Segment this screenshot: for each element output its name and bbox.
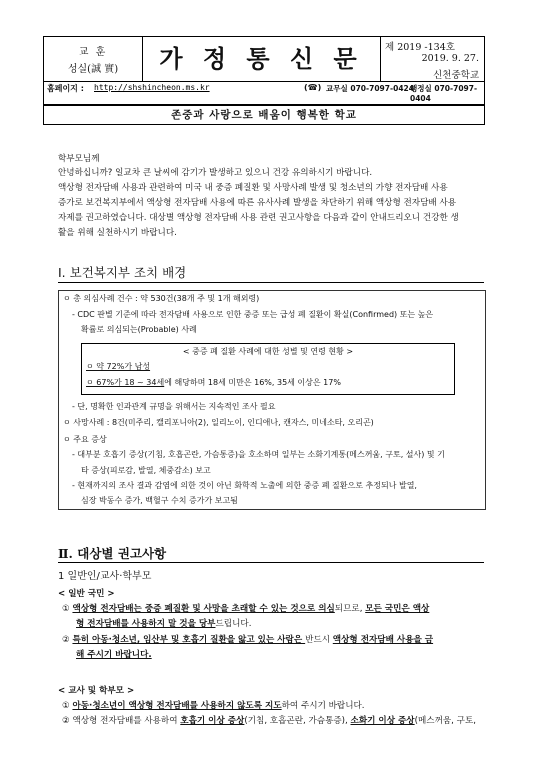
- demographics-title: < 중증 폐 질환 사례에 대한 성별 및 연령 현황 >: [182, 347, 354, 356]
- g1-item2-emph: 특히 아동·청소년, 임산부 및 호흡기 질환을 앓고 있는 사람은: [72, 635, 306, 645]
- general-item-1-cont: [76, 617, 251, 629]
- teacher-item-1: [62, 699, 365, 711]
- g2-item1-plain: 하여 주시기 바랍니다.: [281, 701, 365, 711]
- cdc-criteria-cont: 확률로 의심되는(Probable) 사례: [81, 325, 197, 334]
- main-symptoms: ㅇ 주요 증상: [63, 435, 107, 444]
- g1-item1-emph3: 형 전자담배를 사용하지 말 것을 당부: [76, 619, 216, 629]
- homepage-label: 홈페이지 :: [47, 84, 84, 93]
- general-item-2-cont: [76, 648, 152, 660]
- general-item-1: [62, 602, 429, 614]
- greeting: 학부모님께: [58, 154, 100, 164]
- intro-line: 증가로 보건복지부에서 액상형 전자담배 사용에 따른 유사사례 발생을 차단하기 위해 액상형 전자담배 사용: [58, 198, 457, 208]
- g1-item1-emph2: 모든 국민은 액상: [365, 604, 430, 614]
- slogan-box: [43, 104, 485, 125]
- intro-line: 자제를 권고하였습니다. 대상별 액상형 전자담배 사용 관련 권고사항을 다음과 같이 안내드리오니 건강한 생: [58, 213, 459, 223]
- item-number: ②: [62, 716, 70, 726]
- male-ratio-text: ㅇ 약 72%가 남성: [86, 362, 151, 371]
- issue-cell: [380, 37, 485, 82]
- item-number: ①: [62, 701, 70, 711]
- section2-heading: Ⅱ. 대상별 권고사항: [58, 546, 167, 561]
- newsletter-title: 가 정 통 신 문: [142, 37, 380, 82]
- motto-text: 성실(誠 實): [67, 64, 119, 75]
- causality-note: - 단, 명확한 인과관계 규명을 위해서는 지속적인 조사 필요: [72, 402, 276, 411]
- slogan-text: 존중과 사랑으로 배움이 행복한 학교: [171, 109, 357, 121]
- section1-box: [58, 290, 486, 510]
- g2-item2-a: 액상형 전자담배를 사용하여: [72, 716, 181, 726]
- issue-number: 제 2019 -134호: [385, 42, 455, 53]
- g1-item1-emph: 액상형 전자담배는 중증 폐질환 및 사망을 초래할 수 있는 것으로 의심: [72, 604, 335, 614]
- motto-label: 교 훈: [78, 47, 108, 58]
- age-ratio-main: ㅇ 67%가 18 ~ 34세: [86, 378, 165, 387]
- g2-item2-c: (기침, 호흡곤란, 가슴통증),: [244, 716, 351, 726]
- g1-item2-emph3: 해 주시기 바랍니다.: [76, 650, 152, 660]
- section2-subheading: 1 일반인/교사·학부모: [58, 571, 152, 582]
- investigation-result: - 현재까지의 조사 결과 감염에 의한 것이 아닌 화학적 노출에 의한 중증 폐 질환으로 추정되나 발열,: [72, 481, 417, 490]
- motto-cell: [44, 37, 143, 82]
- admin-phone: 행정실 070-7097-0404: [410, 84, 478, 103]
- case-count: ㅇ 총 의심사례 건수 : 약 530건(38개 주 및 1개 해외령): [63, 294, 260, 303]
- g1-item2-plain: 반드시: [305, 635, 333, 645]
- group2-label: < 교사 및 학부모 >: [58, 686, 135, 696]
- item-number: ①: [62, 604, 70, 614]
- teacher-item-2: [62, 714, 476, 726]
- death-cases: ㅇ 사망사례 : 8건(미주리, 캘리포니아(2), 일리노이, 인디애나, 캔자스, 미네소타, 오리곤): [63, 418, 374, 427]
- intro-line: 안녕하십니까? 일교차 큰 날씨에 감기가 발생하고 있으니 건강 유의하시기 바랍니다.: [58, 168, 373, 178]
- item-number: ②: [62, 635, 70, 645]
- g1-item1-tail: 드립니다.: [215, 619, 252, 629]
- g2-item1-emph: 아동·청소년이 액상형 전자담배를 사용하지 않도록 지도: [72, 701, 282, 711]
- cdc-criteria: - CDC 판별 기준에 따라 전자담배 사용으로 인한 중증 또는 급성 폐 질환이 확실(Confirmed) 또는 높은: [72, 310, 434, 319]
- g2-item2-d: 소화기 이상 증상: [350, 716, 415, 726]
- phone-icon: (☎): [304, 83, 322, 92]
- intro-line: 활을 위해 실천하시기 바랍니다.: [58, 228, 177, 238]
- demographics-box: [81, 343, 455, 395]
- office-phone: 교무실 070-7097-0424: [326, 84, 414, 93]
- section1-underline: [58, 282, 484, 283]
- section2-underline: [58, 562, 484, 563]
- school-name: 신천중학교: [433, 70, 479, 81]
- header-box: [43, 36, 485, 106]
- g2-item2-e: (메스꺼움, 구토,: [414, 716, 476, 726]
- investigation-result-cont: 심장 박동수 증가, 백혈구 수치 증가가 보고됨: [81, 496, 238, 505]
- g2-item2-b: 호흡기 이상 증상: [180, 716, 245, 726]
- group1-label: < 일반 국민 >: [58, 589, 115, 599]
- g1-item1-plain: 되므로,: [334, 604, 366, 614]
- male-ratio: [86, 361, 150, 372]
- issue-date: 2019. 9. 27.: [421, 53, 479, 64]
- age-ratio-rest: 에 해당하며 18세 미만은 16%, 35세 이상은 17%: [164, 378, 341, 387]
- age-ratio: [86, 377, 341, 388]
- intro-line: 액상형 전자담배 사용과 관련하여 미국 내 중증 폐질환 및 사망사례 발생 및 청소년의 가향 전자담배 사용: [58, 183, 448, 193]
- symptom-respiratory: - 대부분 호흡기 증상(기침, 호흡곤란, 가슴통증)을 호소하며 일부는 소화기계통(메스꺼움, 구토, 설사) 및 기: [72, 450, 445, 459]
- symptom-respiratory-cont: 타 증상(피로감, 발열, 체중감소) 보고: [81, 466, 211, 475]
- section1-heading: Ⅰ. 보건복지부 조치 배경: [58, 265, 187, 280]
- general-item-2: [62, 633, 433, 645]
- homepage-link[interactable]: http://shshincheon.ms.kr: [94, 83, 210, 92]
- g1-item2-emph2: 액상형 전자담배 사용을 금: [332, 635, 434, 645]
